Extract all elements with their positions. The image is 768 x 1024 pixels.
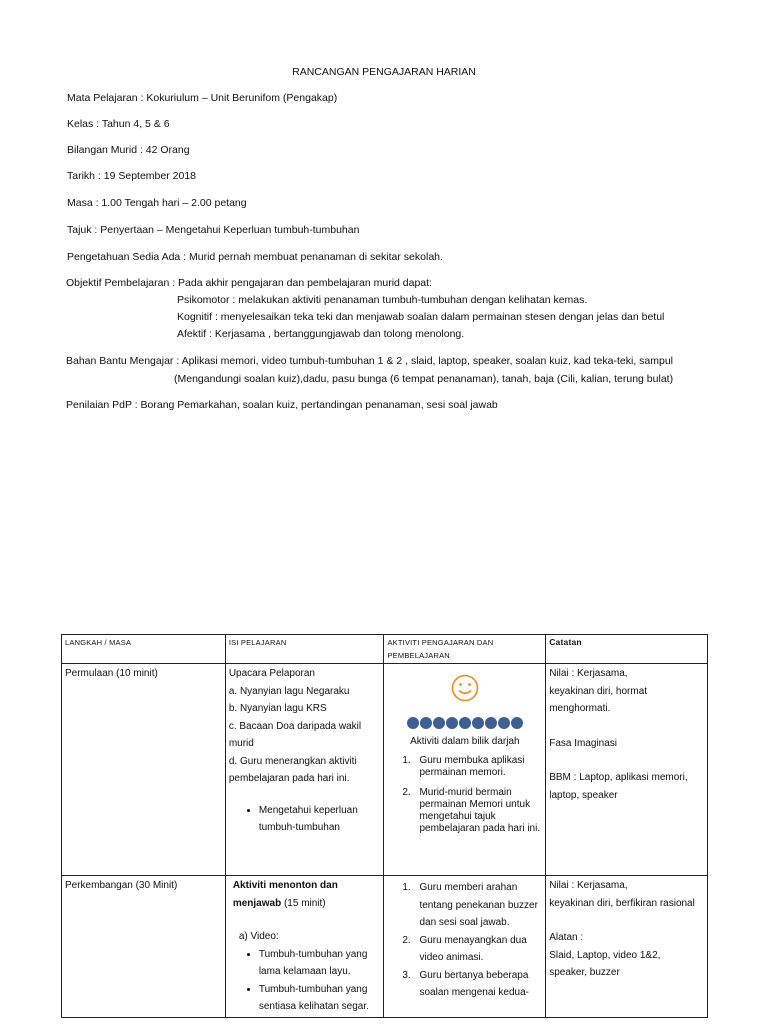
header-langkah: LANGKAH / MASA	[62, 635, 226, 664]
row1-aktiviti	[384, 664, 546, 876]
list-item: 3. Guru bertanya beberapa soalan mengenai kedua-	[413, 967, 542, 1002]
penilaian-pdp: Penilaian PdP : Borang Pemarkahan, soalan kuiz, pertandingan penanaman, sesi soal jawab	[66, 399, 498, 411]
list-item: b. Nyanyian lagu KRS	[228, 703, 327, 714]
page-title: RANCANGAN PENGAJARAN HARIAN	[292, 66, 476, 78]
bahan-bantu-mengajar-cont: (Mengandungi soalan kuiz),dadu, pasu bunga (6 tempat penanaman), tanah, baja (Cili, kalian, terung bulat)	[174, 373, 674, 385]
list-item: • Tumbuh-tumbuhan yang sentiasa kelihatan segar.	[259, 981, 381, 1016]
objektif-pembelajaran: Objektif Pembelajaran : Pada akhir pengajaran dan pembelajaran murid dapat:	[66, 277, 432, 289]
card-dot-icon	[446, 717, 458, 729]
catatan-line: keyakinan diri, hormat	[549, 685, 648, 697]
catatan-line: Slaid, Laptop, video 1&2,	[549, 949, 661, 961]
catatan-line: Nilai : Kerjasama,	[549, 880, 628, 891]
isi-title: Upacara Pelaporan	[228, 668, 315, 679]
row1-catatan	[546, 664, 708, 876]
objektif-afektif: Afektif : Kerjasama , bertanggungjawab dan tolong menolong.	[177, 328, 465, 340]
card-dot-icon	[485, 717, 497, 729]
row2-isi	[225, 876, 384, 1018]
table-row	[62, 876, 708, 1018]
row2-aktiviti	[384, 876, 546, 1018]
catatan-line: speaker, buzzer	[549, 967, 620, 978]
catatan-line: Fasa Imaginasi	[549, 737, 618, 749]
header-isi: ISI PELAJARAN	[225, 635, 384, 664]
smiley-icon	[450, 673, 480, 703]
card-dot-icon	[420, 717, 432, 729]
table-row	[62, 664, 708, 876]
catatan-line: laptop, speaker	[549, 789, 618, 801]
isi-title-suffix: (15 minit)	[281, 897, 326, 909]
mata-pelajaran: Mata Pelajaran : Kokuriulum – Unit Berunifom (Pengakap)	[67, 92, 338, 104]
list-item: 1. Guru membuka aplikasi permainan memori.	[413, 755, 542, 779]
card-dot-icon	[433, 717, 445, 729]
card-dot-icon	[407, 717, 419, 729]
isi-title-bold: Aktiviti menonton dan menjawab	[232, 880, 338, 909]
video-label: a) Video:	[238, 931, 279, 942]
lesson-plan-table	[61, 634, 708, 1018]
row1-langkah	[62, 664, 226, 876]
card-dot-icon	[498, 717, 510, 729]
catatan-line: Nilai : Kerjasama,	[549, 668, 628, 679]
bahan-bantu-mengajar: Bahan Bantu Mengajar : Aplikasi memori, video tumbuh-tumbuhan 1 & 2 , slaid, laptop, speaker, soalan kuiz, kad teka-teki, sampul	[66, 355, 674, 367]
list-item: 2. Guru menayangkan dua video animasi.	[413, 932, 542, 967]
catatan-line	[549, 752, 704, 769]
catatan-line	[549, 912, 704, 929]
isi-title	[229, 877, 381, 912]
aktiviti-caption: Aktiviti dalam bilik darjah	[410, 736, 520, 747]
card-dot-icon	[511, 717, 523, 729]
catatan-line: BBM : Laptop, aplikasi memori,	[549, 772, 688, 783]
list-item: c. Bacaan Doa daripada wakil murid	[228, 720, 362, 749]
langkah-label: Permulaan (10 minit)	[65, 668, 158, 679]
list-item: 2. Murid-murid bermain permainan Memori untuk mengetahui tajuk pembelajaran pada hari ini.	[413, 787, 542, 835]
tajuk: Tajuk : Penyertaan – Mengetahui Keperluan tumbuh-tumbuhan	[67, 224, 360, 236]
langkah-label: Perkembangan (30 Minit)	[65, 880, 178, 891]
catatan-line: keyakinan diri, berfikiran rasional	[549, 897, 695, 909]
memory-cards	[387, 717, 542, 729]
card-dot-icon	[472, 717, 484, 729]
catatan-line: Alatan :	[549, 932, 584, 943]
objektif-kognitif: Kognitif : menyelesaikan teka teki dan menjawab soalan dalam permainan stesen dengan jelas dan betul	[177, 311, 665, 323]
catatan-line: menghormati.	[549, 703, 611, 714]
card-dot-icon	[459, 717, 471, 729]
row2-catatan	[546, 876, 708, 1018]
list-item: d. Guru menerangkan aktiviti pembelajaran pada hari ini.	[228, 755, 357, 784]
list-item: • Tumbuh-tumbuhan yang lama kelamaan layu.	[259, 946, 381, 981]
header-aktiviti: AKTIVITI PENGAJARAN DAN PEMBELAJARAN	[384, 635, 546, 664]
header-catatan: Catatan	[546, 635, 708, 664]
list-item: • Mengetahui keperluan tumbuh-tumbuhan	[259, 802, 381, 837]
bilangan-murid: Bilangan Murid : 42 Orang	[67, 144, 190, 156]
objektif-psikomotor: Psikomotor : melakukan aktiviti penanaman tumbuh-tumbuhan dengan kelihatan kemas.	[177, 294, 588, 306]
tarikh: Tarikh : 19 September 2018	[67, 170, 196, 182]
row2-langkah	[62, 876, 226, 1018]
masa: Masa : 1.00 Tengah hari – 2.00 petang	[67, 197, 247, 209]
table-header-row	[62, 635, 708, 664]
pengetahuan-sedia-ada: Pengetahuan Sedia Ada : Murid pernah membuat penanaman di sekitar sekolah.	[67, 251, 443, 263]
row1-isi	[225, 664, 384, 876]
list-item: a. Nyanyian lagu Negaraku	[228, 685, 350, 697]
catatan-line	[549, 718, 704, 735]
kelas: Kelas : Tahun 4, 5 & 6	[67, 118, 170, 130]
list-item: 1. Guru memberi arahan tentang penekanan buzzer dan sesi soal jawab.	[413, 879, 542, 932]
